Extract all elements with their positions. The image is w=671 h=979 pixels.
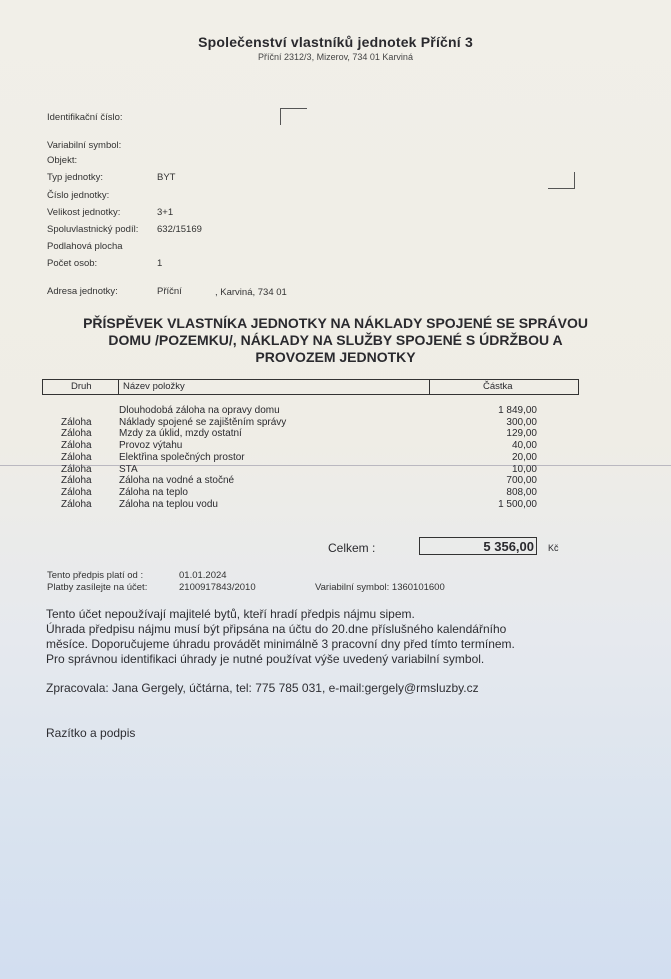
note-line: Úhrada předpisu nájmu musí být připsána na účtu do 20.dne příslušného kalendářního — [46, 622, 507, 636]
field-value-ownership-share: 632/15169 — [157, 224, 202, 235]
note-line: Pro správnou identifikaci úhrady je nutné používat výše uvedený variabilní symbol. — [46, 652, 485, 666]
unit-address-city: , Karviná, 734 01 — [215, 287, 287, 298]
row-amount: 808,00 — [506, 486, 537, 498]
note-line: měsíce. Doporučujeme úhradu provádět minimálně 3 pracovní dny před tímto termínem. — [46, 637, 515, 651]
organization-address: Příční 2312/3, Mizerov, 734 01 Karviná — [258, 52, 413, 62]
field-label-object: Objekt: — [47, 155, 78, 166]
col-header-type: Druh — [71, 381, 92, 392]
col-header-amount: Částka — [483, 381, 513, 392]
field-value-unit-size: 3+1 — [157, 207, 174, 218]
row-item: Záloha na teplou vodu — [119, 498, 218, 510]
row-type: Záloha — [61, 463, 92, 475]
row-amount: 20,00 — [511, 451, 537, 463]
payment-notes — [46, 607, 515, 667]
row-amount: 1 849,00 — [498, 405, 537, 416]
field-label-ownership-share: Spoluvlastnický podíl: — [47, 224, 139, 235]
total-currency: Kč — [548, 543, 559, 553]
field-label-unit-size: Velikost jednotky: — [47, 207, 121, 218]
row-amount: 129,00 — [506, 428, 537, 440]
row-type: Záloha — [61, 486, 92, 498]
row-type: Záloha — [61, 498, 92, 510]
row-item: Záloha na vodné a stočné — [119, 475, 235, 487]
row-amount: 700,00 — [506, 475, 537, 487]
row-type: Záloha — [61, 416, 92, 428]
row-item: STA — [119, 463, 138, 475]
payment-account-value: 2100917843/2010 — [179, 582, 256, 593]
organization-title: Společenství vlastníků jednotek Příční 3 — [198, 34, 473, 50]
row-amount: 10,00 — [511, 463, 537, 475]
unit-address-street: Příční — [157, 286, 182, 297]
field-label-persons: Počet osob: — [47, 258, 98, 269]
col-divider — [118, 380, 119, 394]
total-value: 5 356,00 — [419, 537, 537, 555]
col-header-item: Název položky — [123, 381, 185, 392]
row-type: Záloha — [61, 428, 92, 440]
field-label-variable-symbol: Variabilní symbol: — [47, 140, 122, 151]
processed-by: Zpracovala: Jana Gergely, účtárna, tel: 775 785 031, e-mail:gergely@rmsluzby.cz — [46, 681, 479, 695]
valid-from-label: Tento předpis platí od : — [47, 570, 144, 581]
row-item: Dlouhodobá záloha na opravy domu — [119, 405, 280, 416]
stamp-and-signature-label: Razítko a podpis — [46, 726, 136, 740]
field-label-id: Identifikační číslo: — [47, 112, 123, 123]
row-item: Provoz výtahu — [119, 440, 183, 452]
payment-account-label: Platby zasílejte na účet: — [47, 582, 148, 593]
row-type: Záloha — [61, 451, 92, 463]
col-divider — [429, 380, 430, 394]
table-header — [42, 379, 579, 395]
document-heading-text: PŘÍSPĚVEK VLASTNÍKA JEDNOTKY NA NÁKLADY SPOJENÉ SE SPRÁVOU DOMU /POZEMKU/, NÁKLADY NA SLUŽBY SPOJENÉ S ÚDRŽBOU A PROVOZEM JEDNOTKY — [83, 315, 588, 365]
field-label-unit-type: Typ jednotky: — [47, 172, 103, 183]
row-item: Záloha na teplo — [119, 486, 188, 498]
row-item: Elektřina společných prostor — [119, 451, 245, 463]
row-item: Mzdy za úklid, mzdy ostatní — [119, 428, 242, 440]
paper-fold-line — [0, 465, 671, 466]
field-label-unit-number: Číslo jednotky: — [47, 190, 110, 201]
unit-address-label: Adresa jednotky: — [47, 286, 118, 297]
row-type: Záloha — [61, 475, 92, 487]
valid-from-value: 01.01.2024 — [179, 570, 227, 581]
note-line: Tento účet nepoužívají majitelé bytů, kteří hradí předpis nájmu sipem. — [46, 607, 415, 621]
row-amount: 300,00 — [506, 416, 537, 428]
address-window-corner-bottom-right — [548, 172, 575, 189]
row-amount: 1 500,00 — [498, 498, 537, 510]
row-amount: 40,00 — [511, 440, 537, 452]
variable-symbol-text: Variabilní symbol: 1360101600 — [315, 582, 445, 593]
field-value-persons: 1 — [157, 258, 163, 269]
row-type: Záloha — [61, 440, 92, 452]
field-label-floor-area: Podlahová plocha — [47, 241, 123, 252]
field-value-unit-type: BYT — [157, 172, 176, 183]
total-label: Celkem : — [328, 541, 376, 555]
row-item: Náklady spojené se zajištěním správy — [119, 416, 287, 428]
address-window-corner-top-left — [280, 108, 307, 125]
document-heading — [0, 315, 671, 366]
